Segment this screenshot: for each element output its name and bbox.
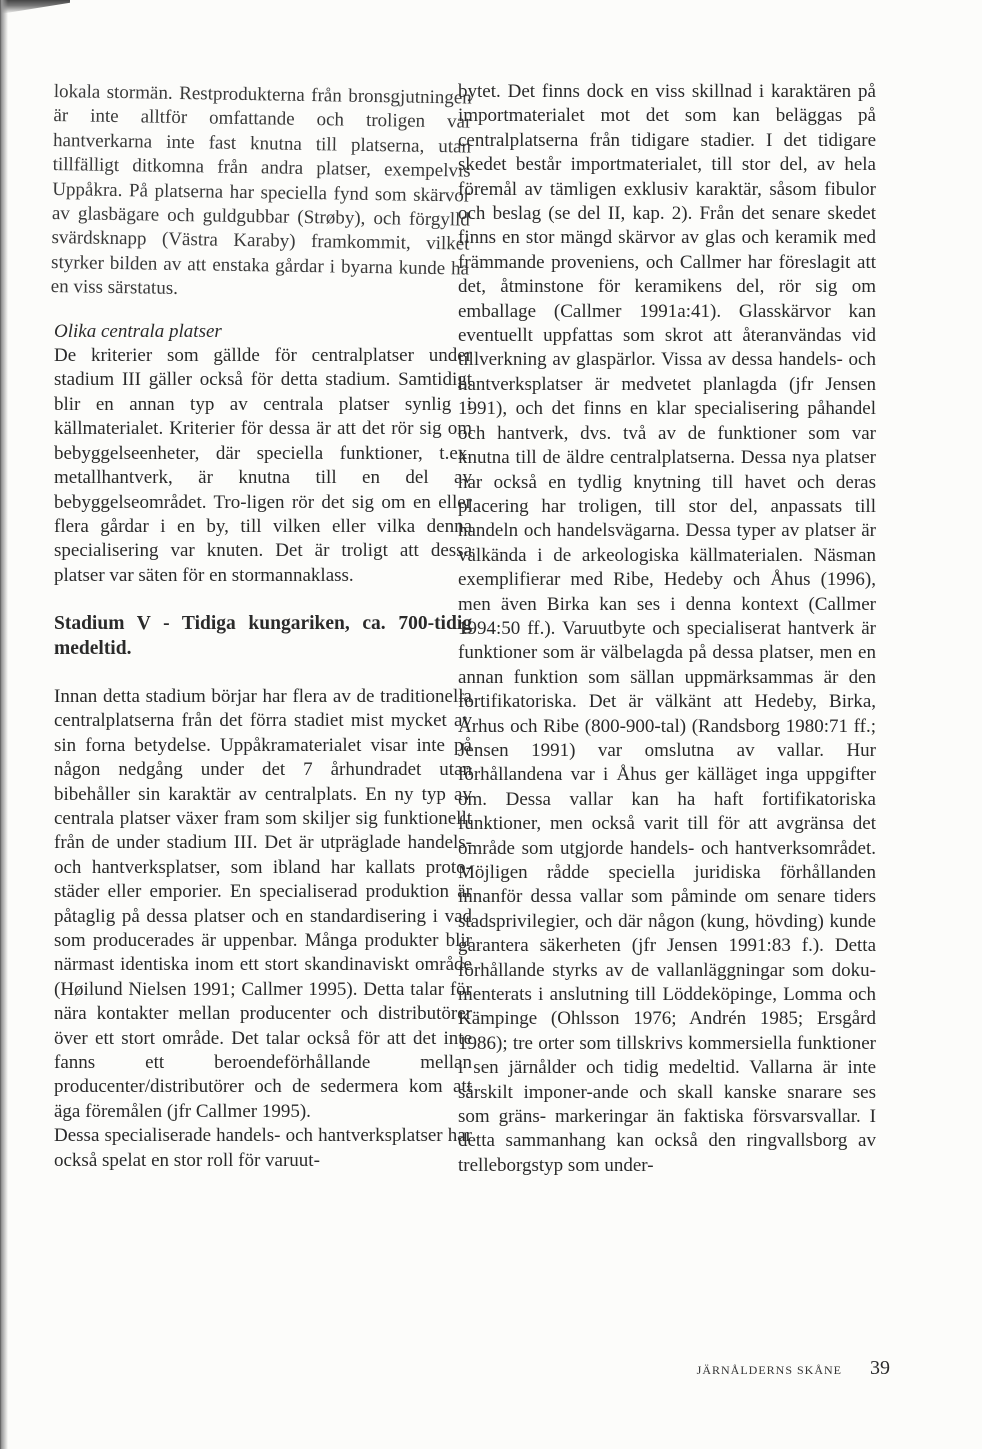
page-footer [620,1357,890,1380]
left-column [50,80,472,1173]
paragraph: bytet. Det finns dock en viss skillnad i karaktären på importmaterialet mot det som kan beläggas på centralplatserna från tidigare stadier. I det tidigare skedet består importmaterialet, till stor del, av hela föremål av tämligen exklusiv karaktär, såsom fibulor och beslag (se del II, kap. 2). Från det senare skedet finns en stor mängd skärvor av glas och keramik med främmande proveniens, och Callmer har föreslagit att det, åtminstone för keramikens del, rör sig om emballage (Callmer 1991a:41). Glasskärvor kan eventuellt uppfattas som skrot att återanvändas vid tillverkning av glaspärlor. Vissa av dessa handels- och hantverksplatser är medvetet planlagda (jfr Jensen 1991), och det finns en klar specialisering påhandel och hantverk, dvs. två av de funktioner som var knutna till de äldre centralplatserna. Dessa nya platser har också en tydlig knytning till havet och deras placering har troligen, till stor del, anpassats till handeln och handelsvägarna. Dessa typer av platser är välkända i de arkeologiska källmaterialen. Näsman exemplifierar med Ribe, Hedeby och Åhus (1996), men även Birka kan ses i denna kontext (Callmer 1994:50 ff.). Varuutbyte och specialiserat hantverk är funktioner som är välbelagda på dessa platser, men en annan funktion som sällan uppmärksammas är den fortifikatoriska. Det är välkänt att Hedeby, Birka, Århus och Ribe (800-900-tal) (Randsborg 1980:71 ff.; Jensen 1991) var omslutna av vallar. Hur förhållandena var i Åhus ger källäget inga uppgifter om. Dessa vallar kan ha haft fortifikatoriska funktioner, men också varit till för att avgränsa det område som utgjorde handels- och hantverksområdet. Möjligen rådde speciella juridiska förhållanden innanför dessa vallar som påminde om senare tiders stadsprivilegier, och där någon (kung, hövding) kunde garantera säkerheten (jfr Jensen 1991:83 f.). Detta förhållande styrks av de vallanläggningar som doku- menterats i anslutning till Löddeköpinge, Lomma och Kämpinge (Ohlsson 1976; Andrén 1985; Ersgård 1986); tre orter som tillskrivs kommersiella funktioner i sen järnålder och tidig medeltid. Vallarna är inte särskilt imponer-ande och skall kanske snarare ses som gräns- markeringar än faktiska försvarsvallar. I detta sammanhang kan också den ringvallsborg av trelleborgstyp som under- [458,81,876,1176]
right-column [458,80,876,1178]
paragraph: Innan detta stadium börjar har flera av de traditionella centralplatserna från det förra stadiet mist mycket av sin forna betydelse. Uppåkramaterialet visar inte på någon nedgång under det 7 århundradet utan bibehåller sin karaktär av centralplats. En ny typ av centrala platser växer fram som skiljer sig funktionellt från de under stadium III. Det är utpräglade handels- och hantverksplatser, som ibland har kallats proto-städer eller emporier. En specialiserad produktion är påtaglig på dessa platser och en standardisering i vad som producerades är uppenbar. Många produkter blir närmast identiska inom ett stort skandinaviskt område (Høilund Nielsen 1991; Callmer 1995). Detta talar för nära kontakter mellan producenter och distributörer över ett stort område. Det talar också för att det inte fanns ett beroendeförhållande mellan producenter/distributörer och de sedermera kom att äga föremålen (jfr Callmer 1995). [54,685,472,1122]
running-head: JÄRNÅLDERNS SKÅNE [696,1363,842,1377]
scan-corner-mark [0,0,70,14]
intro-paragraph: lokala stormän. Restprodukterna från bronsgjutningen är inte alltför omfattande och troligen var hantverkarna inte fast knutna till platserna, utan tillfälligt ditkomna från andra platser, exempelvis Uppåkra. På platserna har speciella fynd som skärvor av glasbägare och guldgubbar (Strøby), och förgylld svärdsknapp (Västra Karaby) framkommit, vilket styrker bilden av att enstaka gårdar i byarna kunde ha en viss särstatus. [50,80,472,300]
paragraph: De kriterier som gällde för centralplatser under stadium III gäller också för detta stadium. Samtidigt blir en annan typ av centrala platser synlig i källmaterialet. Kriterier för dessa är att det rör sig om bebyggelseenheter, där speciella funktioner, t.ex. metallhantverk, är knutna till en del av bebyggelseområdet. Tro-ligen rör det sig om en eller flera gårdar i en by, till vilken eller vilka denna specialisering var knuten. Det är troligt att dessa platser var säten för en stormannaklass. [54,345,472,586]
subheading: Olika centrala platser [54,320,222,342]
scan-edge-shadow [0,0,8,1449]
page-number: 39 [870,1357,890,1379]
paragraph: Dessa specialiserade handels- och hantverksplatser har också spelat en stor roll för varuut- [54,1125,472,1171]
section-heading: Stadium V - Tidiga kungariken, ca. 700-tidig medeltid. [54,613,472,659]
